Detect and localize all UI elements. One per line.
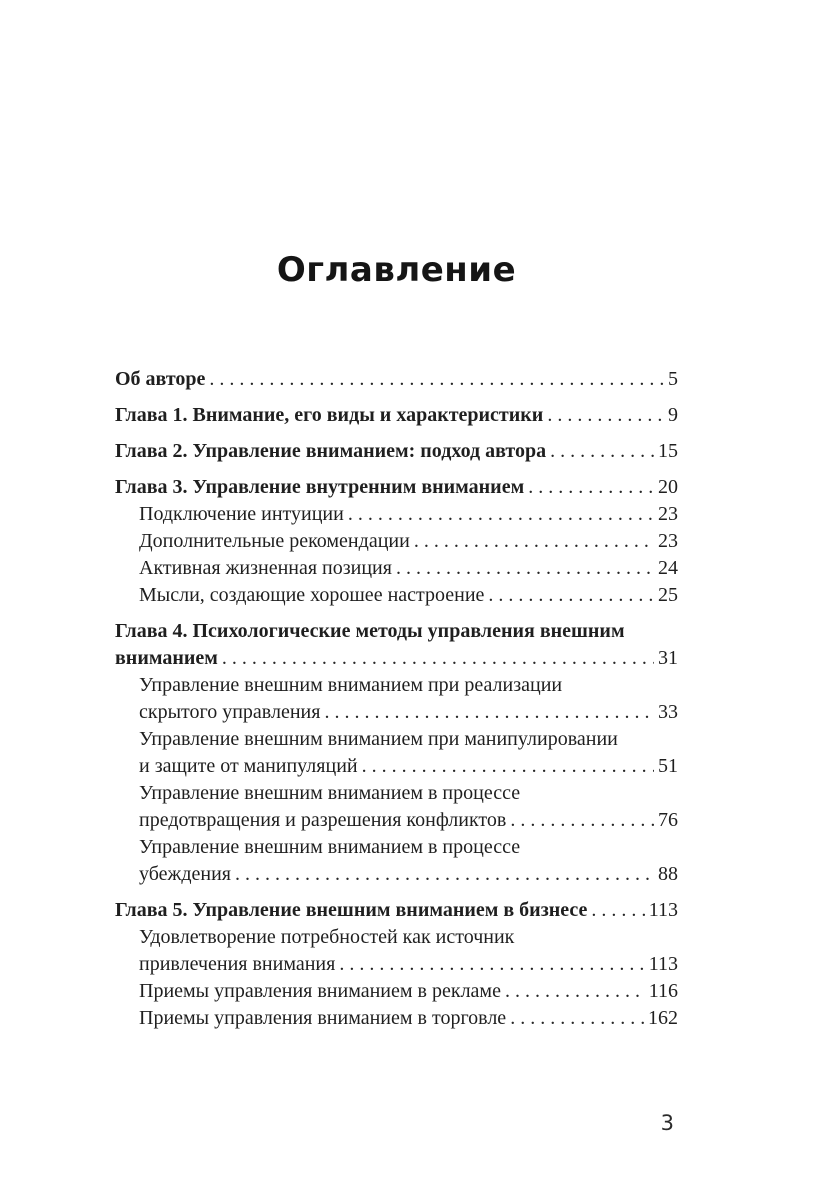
toc-entry — [115, 402, 678, 429]
toc-entry-title: Глава 4. Психологические методы управления внешним — [115, 620, 625, 642]
toc-entry-title: и защите от манипуляций — [139, 755, 358, 777]
toc-entry-page: 51 — [658, 755, 678, 777]
toc-entry-line — [115, 555, 678, 582]
toc-entry-line — [115, 402, 678, 429]
toc-entry-title: Удовлетворение потребностей как источник — [139, 926, 515, 948]
dot-leader — [591, 897, 644, 924]
toc-entry-title: привлечения внимания — [139, 953, 336, 975]
toc-entry-line — [115, 897, 678, 924]
toc-entry-line — [115, 672, 678, 699]
toc-entry — [115, 555, 678, 582]
toc-entry-line — [115, 645, 678, 672]
toc-entry-title: Управление внешним вниманием в процессе — [139, 782, 521, 804]
toc-entry-line — [115, 618, 678, 645]
toc-entry-title: скрытого управления — [139, 701, 321, 723]
toc-entry — [115, 366, 678, 393]
toc-entry — [115, 438, 678, 465]
toc-entry-line — [115, 582, 678, 609]
toc-entry-title: Приемы управления вниманием в рекламе — [139, 980, 501, 1002]
toc-entry-line — [115, 780, 678, 807]
dot-leader — [396, 555, 654, 582]
dot-leader — [209, 366, 664, 393]
toc-entry — [115, 834, 678, 888]
toc-entry-line — [115, 861, 678, 888]
toc-entry-line — [115, 1005, 678, 1032]
dot-leader — [222, 645, 654, 672]
toc-entry — [115, 672, 678, 726]
toc-entry — [115, 528, 678, 555]
toc-entry — [115, 474, 678, 501]
toc-entry-title: Глава 2. Управление вниманием: подход автора — [115, 440, 547, 462]
toc-entry-page: 31 — [658, 647, 678, 669]
dot-leader — [510, 807, 654, 834]
toc-entry — [115, 897, 678, 924]
toc-entry-title: Дополнительные рекомендации — [139, 530, 410, 552]
toc-entry-title: предотвращения и разрешения конфликтов — [139, 809, 507, 831]
dot-leader — [324, 699, 654, 726]
toc-entry-page: 88 — [658, 863, 678, 885]
toc-entry-line — [115, 807, 678, 834]
dot-leader — [488, 582, 654, 609]
table-of-contents — [115, 366, 678, 1032]
toc-entry-line — [115, 951, 678, 978]
dot-leader — [510, 1005, 644, 1032]
toc-entry — [115, 978, 678, 1005]
toc-entry-title: Управление внешним вниманием в процессе — [139, 836, 521, 858]
toc-entry-title: Управление внешним вниманием при реализации — [139, 674, 563, 696]
toc-entry-title: Глава 3. Управление внутренним вниманием — [115, 476, 525, 498]
toc-entry-page: 113 — [648, 899, 678, 921]
toc-entry-line — [115, 726, 678, 753]
dot-leader — [362, 753, 654, 780]
toc-entry-line — [115, 366, 678, 393]
toc-entry-page: 116 — [648, 980, 678, 1002]
toc-entry-title: Управление внешним вниманием при манипулировании — [139, 728, 618, 750]
toc-entry-title: Активная жизненная позиция — [139, 557, 392, 579]
toc-entry-line — [115, 924, 678, 951]
dot-leader — [339, 951, 644, 978]
toc-entry-line — [115, 528, 678, 555]
toc-entry-page: 23 — [658, 530, 678, 552]
toc-entry-title: убеждения — [139, 863, 232, 885]
toc-entry — [115, 1005, 678, 1032]
dot-leader — [528, 474, 654, 501]
toc-entry-title: Мысли, создающие хорошее настроение — [139, 584, 485, 606]
toc-entry-page: 113 — [648, 953, 678, 975]
toc-entry-line — [115, 438, 678, 465]
toc-entry-line — [115, 753, 678, 780]
toc-entry-line — [115, 699, 678, 726]
toc-entry-page: 162 — [648, 1007, 678, 1029]
dot-leader — [414, 528, 654, 555]
toc-entry-title: вниманием — [115, 647, 218, 669]
dot-leader — [348, 501, 654, 528]
toc-entry — [115, 618, 678, 672]
toc-entry-page: 9 — [668, 404, 678, 426]
toc-entry — [115, 501, 678, 528]
toc-entry-page: 24 — [658, 557, 678, 579]
toc-entry — [115, 780, 678, 834]
toc-entry-title: Глава 1. Внимание, его виды и характеристики — [115, 404, 544, 426]
toc-entry-title: Подключение интуиции — [139, 503, 344, 525]
page-number: 3 — [660, 1111, 674, 1135]
toc-entry-title: Об авторе — [115, 368, 206, 390]
toc-entry-page: 20 — [658, 476, 678, 498]
dot-leader — [505, 978, 645, 1005]
toc-entry-title: Приемы управления вниманием в торговле — [139, 1007, 507, 1029]
toc-entry-line — [115, 834, 678, 861]
toc-entry-page: 33 — [658, 701, 678, 723]
toc-entry-line — [115, 474, 678, 501]
toc-entry — [115, 726, 678, 780]
toc-entry — [115, 582, 678, 609]
dot-leader — [547, 402, 664, 429]
toc-entry-page: 15 — [658, 440, 678, 462]
toc-entry — [115, 924, 678, 978]
toc-entry-title: Глава 5. Управление внешним вниманием в бизнесе — [115, 899, 588, 921]
toc-entry-page: 5 — [668, 368, 678, 390]
toc-entry-page: 25 — [658, 584, 678, 606]
toc-entry-page: 76 — [658, 809, 678, 831]
dot-leader — [235, 861, 654, 888]
toc-entry-line — [115, 978, 678, 1005]
page-title: Оглавление — [276, 250, 517, 290]
toc-entry-page: 23 — [658, 503, 678, 525]
dot-leader — [550, 438, 654, 465]
toc-entry-line — [115, 501, 678, 528]
